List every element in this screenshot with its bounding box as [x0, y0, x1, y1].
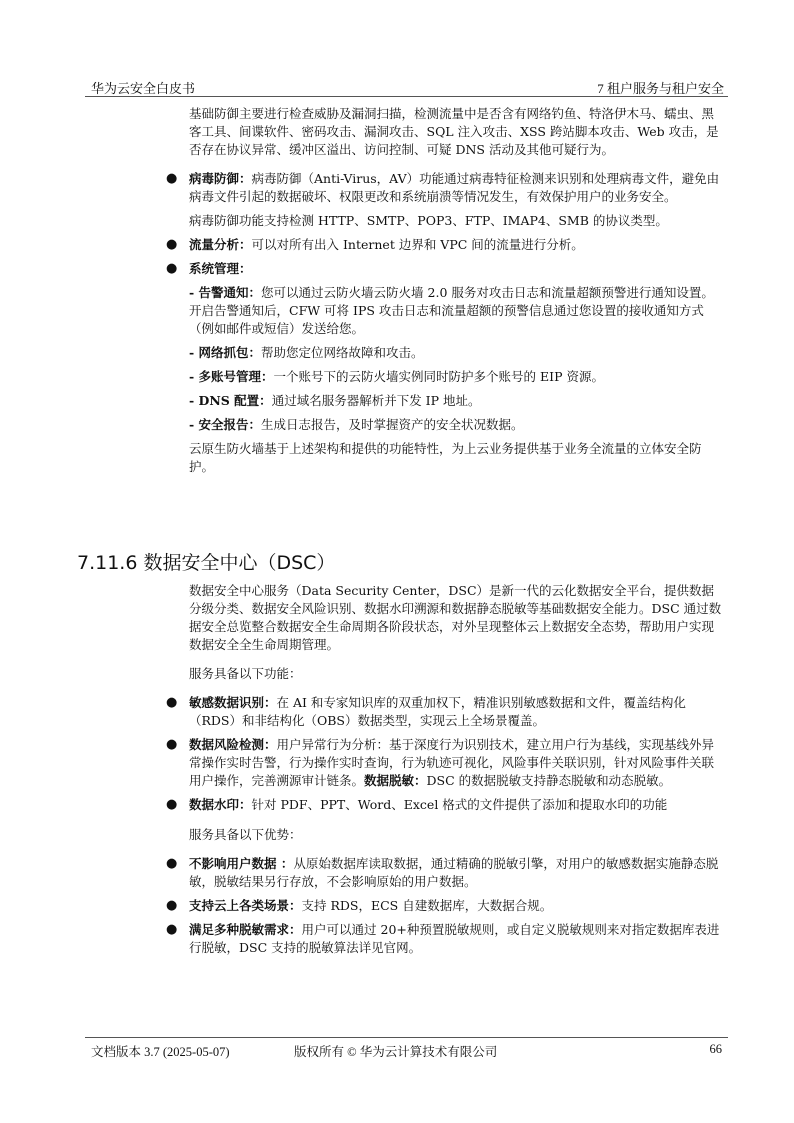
bullet-label: 数据水印：: [189, 797, 252, 812]
advantages-intro: 服务具备以下优势：: [189, 827, 302, 842]
bullet-label: 不影响用户数据 ：: [189, 856, 294, 871]
bullet-text: 用户可以通过 20+种预置脱敏规则，或自定义脱敏规则来对指定数据库表进行脱敏，DSC 支持的脱敏算法详见官网。: [189, 922, 720, 955]
sub-item-label: - 多账号管理：: [189, 369, 274, 384]
bullet-text: 在 AI 和专家知识库的双重加权下，精准识别敏感数据和文件，覆盖结构化（RDS）和非结构化（OBS）数据类型，实现云上全场景覆盖。: [189, 695, 686, 728]
bullet-multi-masking: [163, 921, 724, 957]
sub-item-label: - 告警通知：: [189, 285, 262, 300]
bullet-text: 用户异常行为分析：基于深度行为识别技术，建立用户行为基线，实现基线外异常操作实时告警，行为操作实时查询，行为轨迹可视化，风险事件关联识别，针对风险事件关联用户操作，完善溯源审计链条。: [189, 737, 715, 788]
bullet-text: DSC 的数据脱敏支持静态脱敏和动态脱敏。: [426, 773, 672, 788]
bullet-label: 数据脱敏：: [364, 773, 427, 788]
threat-detection-paragraph: 基础防御主要进行检查威胁及漏洞扫描，检测流量中是否含有网络钓鱼、特洛伊木马、蠕虫、黑客工具、间谍软件、密码攻击、漏洞攻击、SQL 注入攻击、XSS 跨站脚本攻击、Web 攻击，是否存在协议异常、缓冲区溢出、访问控制、可疑 DNS 活动及其他可疑行为。: [189, 106, 719, 157]
bullet-no-impact: [163, 855, 724, 891]
bullet-dot-icon: ●: [166, 261, 178, 276]
doc-version: 文档版本 3.7 (2025-05-07): [91, 1045, 230, 1059]
page-number: 66: [709, 1042, 722, 1056]
sub-item-alert: [189, 284, 724, 338]
page-header: [85, 74, 728, 97]
bullet-system-management: [163, 260, 724, 434]
page-footer: [85, 1037, 728, 1060]
bullet-text: 病毒防御（Anti-Virus，AV）功能通过病毒特征检测来识别和处理病毒文件，避免由病毒文件引起的数据破坏、权限更改和系统崩溃等情况发生，有效保护用户的业务安全。: [189, 171, 720, 204]
dsc-content: [166, 582, 724, 963]
bullet-text: 针对 PDF、PPT、Word、Excel 格式的文件提供了添加和提取水印的功能: [251, 797, 668, 812]
sub-item-label: - 安全报告：: [189, 417, 262, 432]
sub-item-label: - DNS 配置：: [189, 393, 272, 408]
sub-item-report: [189, 416, 724, 434]
summary-paragraph: 云原生防火墙基于上述架构和提供的功能特性，为上云业务提供基于业务全流量的立体安全防护。: [189, 441, 702, 474]
bullet-watermark: [163, 796, 724, 814]
bullet-label: 数据风险检测：: [189, 737, 277, 752]
sub-item-text: 帮助您定位网络故障和攻击。: [261, 345, 424, 360]
bullet-label: 满足多种脱敏需求：: [189, 922, 302, 937]
sub-item-text: 生成日志报告，及时掌握资产的安全状况数据。: [261, 417, 524, 432]
dsc-intro-paragraph: 数据安全中心服务（Data Security Center，DSC）是新一代的云化数据安全平台，提供数据分级分类、数据安全风险识别、数据水印溯源和数据静态脱敏等基础数据安全能力。DSC 通过数据安全总览整合数据安全生命周期各阶段状态，对外呈现整体云上数据安全态势，帮助用户实现数据安全全生命周期管理。: [189, 583, 722, 652]
copyright: 版权所有 © 华为云计算技术有限公司: [294, 1045, 498, 1059]
header-doc-title: 华为云安全白皮书: [91, 81, 196, 96]
bullet-text: 可以对所有出入 Internet 边界和 VPC 间的流量进行分析。: [251, 237, 584, 252]
bullet-label: 流量分析：: [189, 237, 252, 252]
sub-item-label: - 网络抓包：: [189, 345, 262, 360]
bullet-label: 支持云上各类场景：: [189, 898, 302, 913]
virus-protocols-text: 病毒防御功能支持检测 HTTP、SMTP、POP3、FTP、IMAP4、SMB 的协议类型。: [189, 213, 668, 228]
bullet-text: 支持 RDS，ECS 自建数据库，大数据合规。: [301, 898, 553, 913]
bullet-text: 从原始数据库读取数据，通过精确的脱敏引擎，对用户的敏感数据实施静态脱敏，脱敏结果另行存放，不会影响原始的用户数据。: [189, 856, 719, 889]
functions-intro: 服务具备以下功能：: [189, 666, 302, 681]
top-content: [166, 105, 724, 487]
section-title: 7.11.6 数据安全中心（DSC）: [77, 552, 336, 574]
sub-item-multi-account: [189, 368, 724, 386]
sub-item-capture: [189, 344, 724, 362]
bullet-label: 系统管理：: [189, 261, 252, 276]
bullet-sensitive-data: [163, 694, 724, 730]
sub-item-text: 通过域名服务器解析并下发 IP 地址。: [271, 393, 481, 408]
bullet-dot-icon: ●: [166, 922, 178, 937]
bullet-dot-icon: ●: [166, 856, 178, 871]
bullet-dot-icon: ●: [166, 898, 178, 913]
bullet-dot-icon: ●: [166, 695, 178, 710]
sub-item-text: 一个账号下的云防火墙实例同时防护多个账号的 EIP 资源。: [273, 369, 604, 384]
header-chapter-title: 7 租户服务与租户安全: [597, 81, 724, 96]
bullet-traffic-analysis: [163, 236, 724, 254]
sub-item-text: 您可以通过云防火墙云防火墙 2.0 服务对攻击日志和流量超额预警进行通知设置。开启告警通知后，CFW 可将 IPS 攻击日志和流量超额的预警信息通过您设置的接收通知方式（例如邮件或短信）发送给您。: [189, 285, 714, 336]
bullet-dot-icon: ●: [166, 737, 178, 752]
bullet-label: 病毒防御：: [189, 171, 252, 186]
bullet-dot-icon: ●: [166, 171, 178, 186]
bullet-dot-icon: ●: [166, 797, 178, 812]
bullet-label: 敏感数据识别：: [189, 695, 277, 710]
bullet-cloud-scenarios: [163, 897, 724, 915]
sub-item-dns: [189, 392, 724, 410]
bullet-risk-detection: [163, 736, 724, 790]
bullet-virus-defense: [163, 170, 724, 230]
bullet-dot-icon: ●: [166, 237, 178, 252]
